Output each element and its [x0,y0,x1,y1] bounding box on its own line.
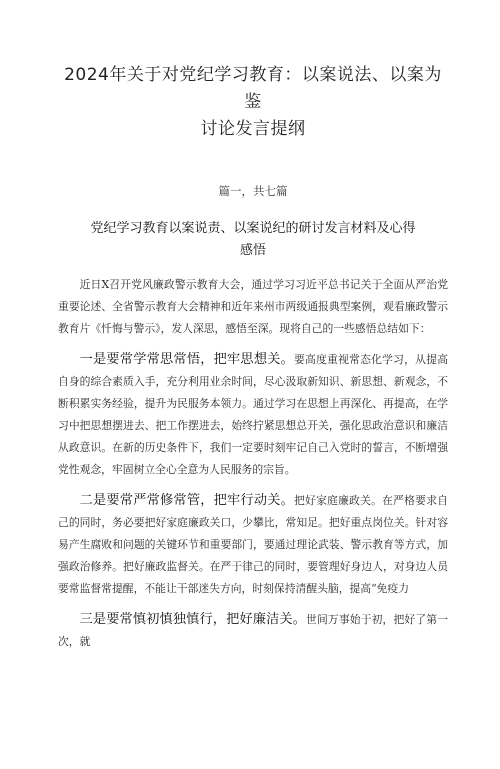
point-paragraph-3 [58,609,448,653]
intro-paragraph: 近日X召开党风廉政警示教育大会，通过学习习近平总书记关于全面从严治党重要论述、全省警示教育大会精神和近年来州市两级通报典型案例，观看廉政警示教育片《忏悔与警示》，发人深思，感悟至深。现将自己的一些感悟总结如下： [58,278,448,335]
point-2-body: 把好家庭廉政关。在严格要求自己的同时，务必要把好家庭廉政关口，少攀比，常知足。把好重点岗位关。针对容易产生腐败和问题的关键环节和重要部门，要通过理论武装、警示教育等方式，加强政治修养。把好廉政监督关。在严于律己的同时，要管理好身边人，对身边人员要常监督常提醒，不能让干部迷失方向，时刻保持清醒头脑，提高“免疫力 [58,494,449,595]
point-paragraph-2 [58,490,448,600]
subtitle-line-1: 党纪学习教育以案说责、以案说纪的研讨发言材料及心得 [90,221,416,236]
point-1-body: 要高度重视常态化学习，从提高自身的综合素质入手，充分利用业余时间，尽心汲取新知识、新思想、新观念，不断积累实务经验，提升为民服务本领力。通过学习在思想上再深化、再提高，在学习中把思想摆进去、把工作摆进去，始终拧紧思想总开关，强化思政治意识和廉洁从政意识。在新的历史条件下，我们一定要时刻牢记自己入党时的誓言，不断增强党性观念，牢固树立全心全意为人民服务的宗旨。 [58,353,449,476]
document-subtitle [58,218,448,262]
point-3-body: 世间万事始于初，把好了第一次，就 [58,613,449,648]
title-line-2: 讨论发言提纲 [200,119,306,139]
point-1-lead: 一是要常学常思常悟，把牢思想关。 [79,352,295,367]
subtitle-line-2: 感悟 [239,243,266,258]
document-title [58,62,448,143]
title-line-1: 2024年关于对党纪学习教育：以案说法、以案为鉴 [64,65,442,112]
document-page [0,62,500,769]
point-3-lead: 三是要常慎初慎独慎行，把好廉洁关。 [79,612,307,627]
point-paragraph-1 [58,349,448,481]
point-2-lead: 二是要常严常修常管，把牢行动关。 [79,493,295,508]
section-heading: 篇一，共七篇 [218,184,288,198]
